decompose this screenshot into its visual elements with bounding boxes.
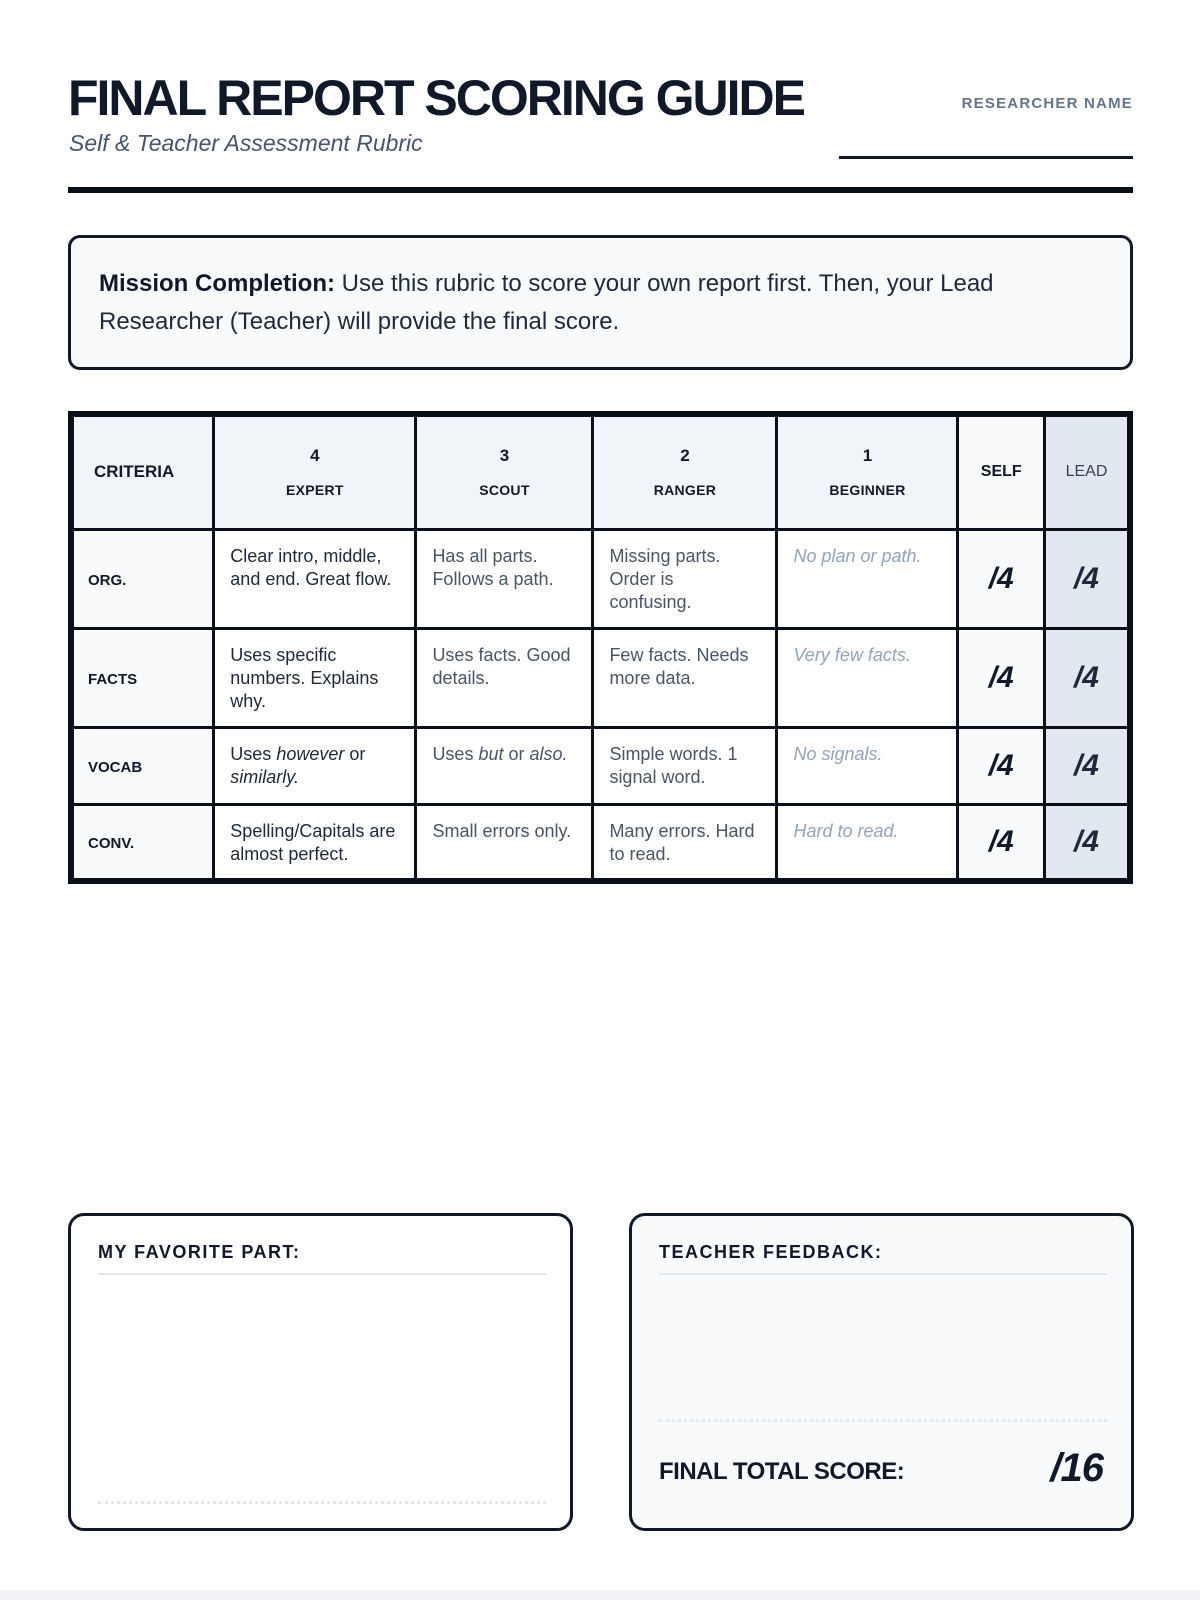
rubric-row-facts bbox=[71, 628, 1130, 727]
criterion-label: ORG. bbox=[71, 529, 214, 628]
level-3-descriptor: Uses facts. Good details. bbox=[416, 628, 593, 727]
lead-score-cell[interactable]: /4 bbox=[1044, 727, 1130, 804]
final-total-label: FINAL TOTAL SCORE: bbox=[659, 1458, 905, 1485]
favorite-part-label: MY FAVORITE PART: bbox=[98, 1242, 546, 1275]
rubric-row-organization bbox=[71, 529, 1130, 628]
writing-line bbox=[98, 1501, 546, 1504]
level-2-header bbox=[593, 414, 777, 529]
descriptor-text: or bbox=[503, 743, 530, 764]
descriptor-text: Uses bbox=[230, 743, 277, 764]
lead-score-cell[interactable]: /4 bbox=[1044, 804, 1130, 881]
rubric-header-row bbox=[71, 414, 1130, 529]
level-1-name: BEGINNER bbox=[829, 482, 906, 499]
level-3-name: SCOUT bbox=[479, 482, 530, 499]
teacher-feedback-box[interactable] bbox=[629, 1213, 1134, 1531]
level-4-name: EXPERT bbox=[285, 482, 344, 499]
rubric-row-conventions bbox=[71, 804, 1130, 881]
self-score-header: SELF bbox=[958, 414, 1044, 529]
self-score-cell[interactable]: /4 bbox=[958, 804, 1044, 881]
level-1-number: 1 bbox=[862, 446, 873, 466]
level-4-number: 4 bbox=[310, 446, 320, 466]
level-4-header bbox=[214, 414, 416, 529]
lead-score-header: LEAD bbox=[1044, 414, 1130, 529]
level-2-name: RANGER bbox=[653, 482, 717, 499]
researcher-name-label: RESEARCHER NAME bbox=[961, 95, 1133, 112]
self-score-cell[interactable]: /4 bbox=[958, 727, 1044, 804]
researcher-name-line bbox=[839, 156, 1133, 159]
signal-word: also. bbox=[529, 743, 568, 764]
descriptor-text: or bbox=[344, 743, 366, 764]
mission-instructions bbox=[68, 235, 1133, 370]
mission-lead: Mission Completion: bbox=[99, 270, 335, 297]
level-1-header bbox=[777, 414, 958, 529]
level-1-descriptor: No plan or path. bbox=[777, 529, 958, 628]
descriptor-text: Uses bbox=[432, 743, 479, 764]
level-3-descriptor bbox=[416, 727, 593, 804]
favorite-part-box[interactable] bbox=[68, 1213, 573, 1531]
signal-word: similarly. bbox=[230, 766, 299, 787]
self-score-cell[interactable]: /4 bbox=[958, 529, 1044, 628]
level-3-number: 3 bbox=[499, 446, 510, 466]
level-4-descriptor: Clear intro, middle, and end. Great flow. bbox=[214, 529, 416, 628]
page-footer-strip bbox=[0, 1590, 1200, 1600]
level-3-header bbox=[416, 414, 593, 529]
rubric-table bbox=[68, 411, 1133, 884]
level-3-descriptor: Small errors only. bbox=[416, 804, 593, 881]
final-total-score[interactable]: /16 bbox=[1050, 1446, 1103, 1490]
level-4-descriptor: Spelling/Capitals are almost perfect. bbox=[214, 804, 416, 881]
level-2-descriptor: Simple words. 1 signal word. bbox=[593, 727, 777, 804]
page-subtitle: Self & Teacher Assessment Rubric bbox=[69, 130, 423, 156]
level-1-descriptor: No signals. bbox=[777, 727, 958, 804]
criterion-label: VOCAB bbox=[71, 727, 214, 804]
level-1-descriptor: Hard to read. bbox=[777, 804, 958, 881]
lead-score-cell[interactable]: /4 bbox=[1044, 529, 1130, 628]
page-header bbox=[68, 68, 1133, 193]
rubric-row-vocabulary bbox=[71, 727, 1130, 804]
lead-score-cell[interactable]: /4 bbox=[1044, 628, 1130, 727]
level-2-number: 2 bbox=[680, 446, 690, 466]
writing-line bbox=[659, 1419, 1107, 1422]
level-4-descriptor: Uses specific numbers. Explains why. bbox=[214, 628, 416, 727]
self-score-cell[interactable]: /4 bbox=[958, 628, 1044, 727]
level-2-descriptor: Few facts. Needs more data. bbox=[593, 628, 777, 727]
criterion-label: CONV. bbox=[71, 804, 214, 881]
page-title: FINAL REPORT SCORING GUIDE bbox=[68, 70, 805, 126]
signal-word: however bbox=[276, 743, 345, 764]
teacher-feedback-label: TEACHER FEEDBACK: bbox=[659, 1242, 1107, 1275]
criteria-header: CRITERIA bbox=[71, 414, 214, 529]
signal-word: but bbox=[478, 743, 504, 764]
level-1-descriptor: Very few facts. bbox=[777, 628, 958, 727]
level-4-descriptor bbox=[214, 727, 416, 804]
criterion-label: FACTS bbox=[71, 628, 214, 727]
mission-text: Use this rubric to score your own report first. Then, your Lead Researcher (Teacher) will provide the final score. bbox=[99, 270, 994, 335]
level-2-descriptor: Many errors. Hard to read. bbox=[593, 804, 777, 881]
level-2-descriptor: Missing parts. Order is confusing. bbox=[593, 529, 777, 628]
level-3-descriptor: Has all parts. Follows a path. bbox=[416, 529, 593, 628]
